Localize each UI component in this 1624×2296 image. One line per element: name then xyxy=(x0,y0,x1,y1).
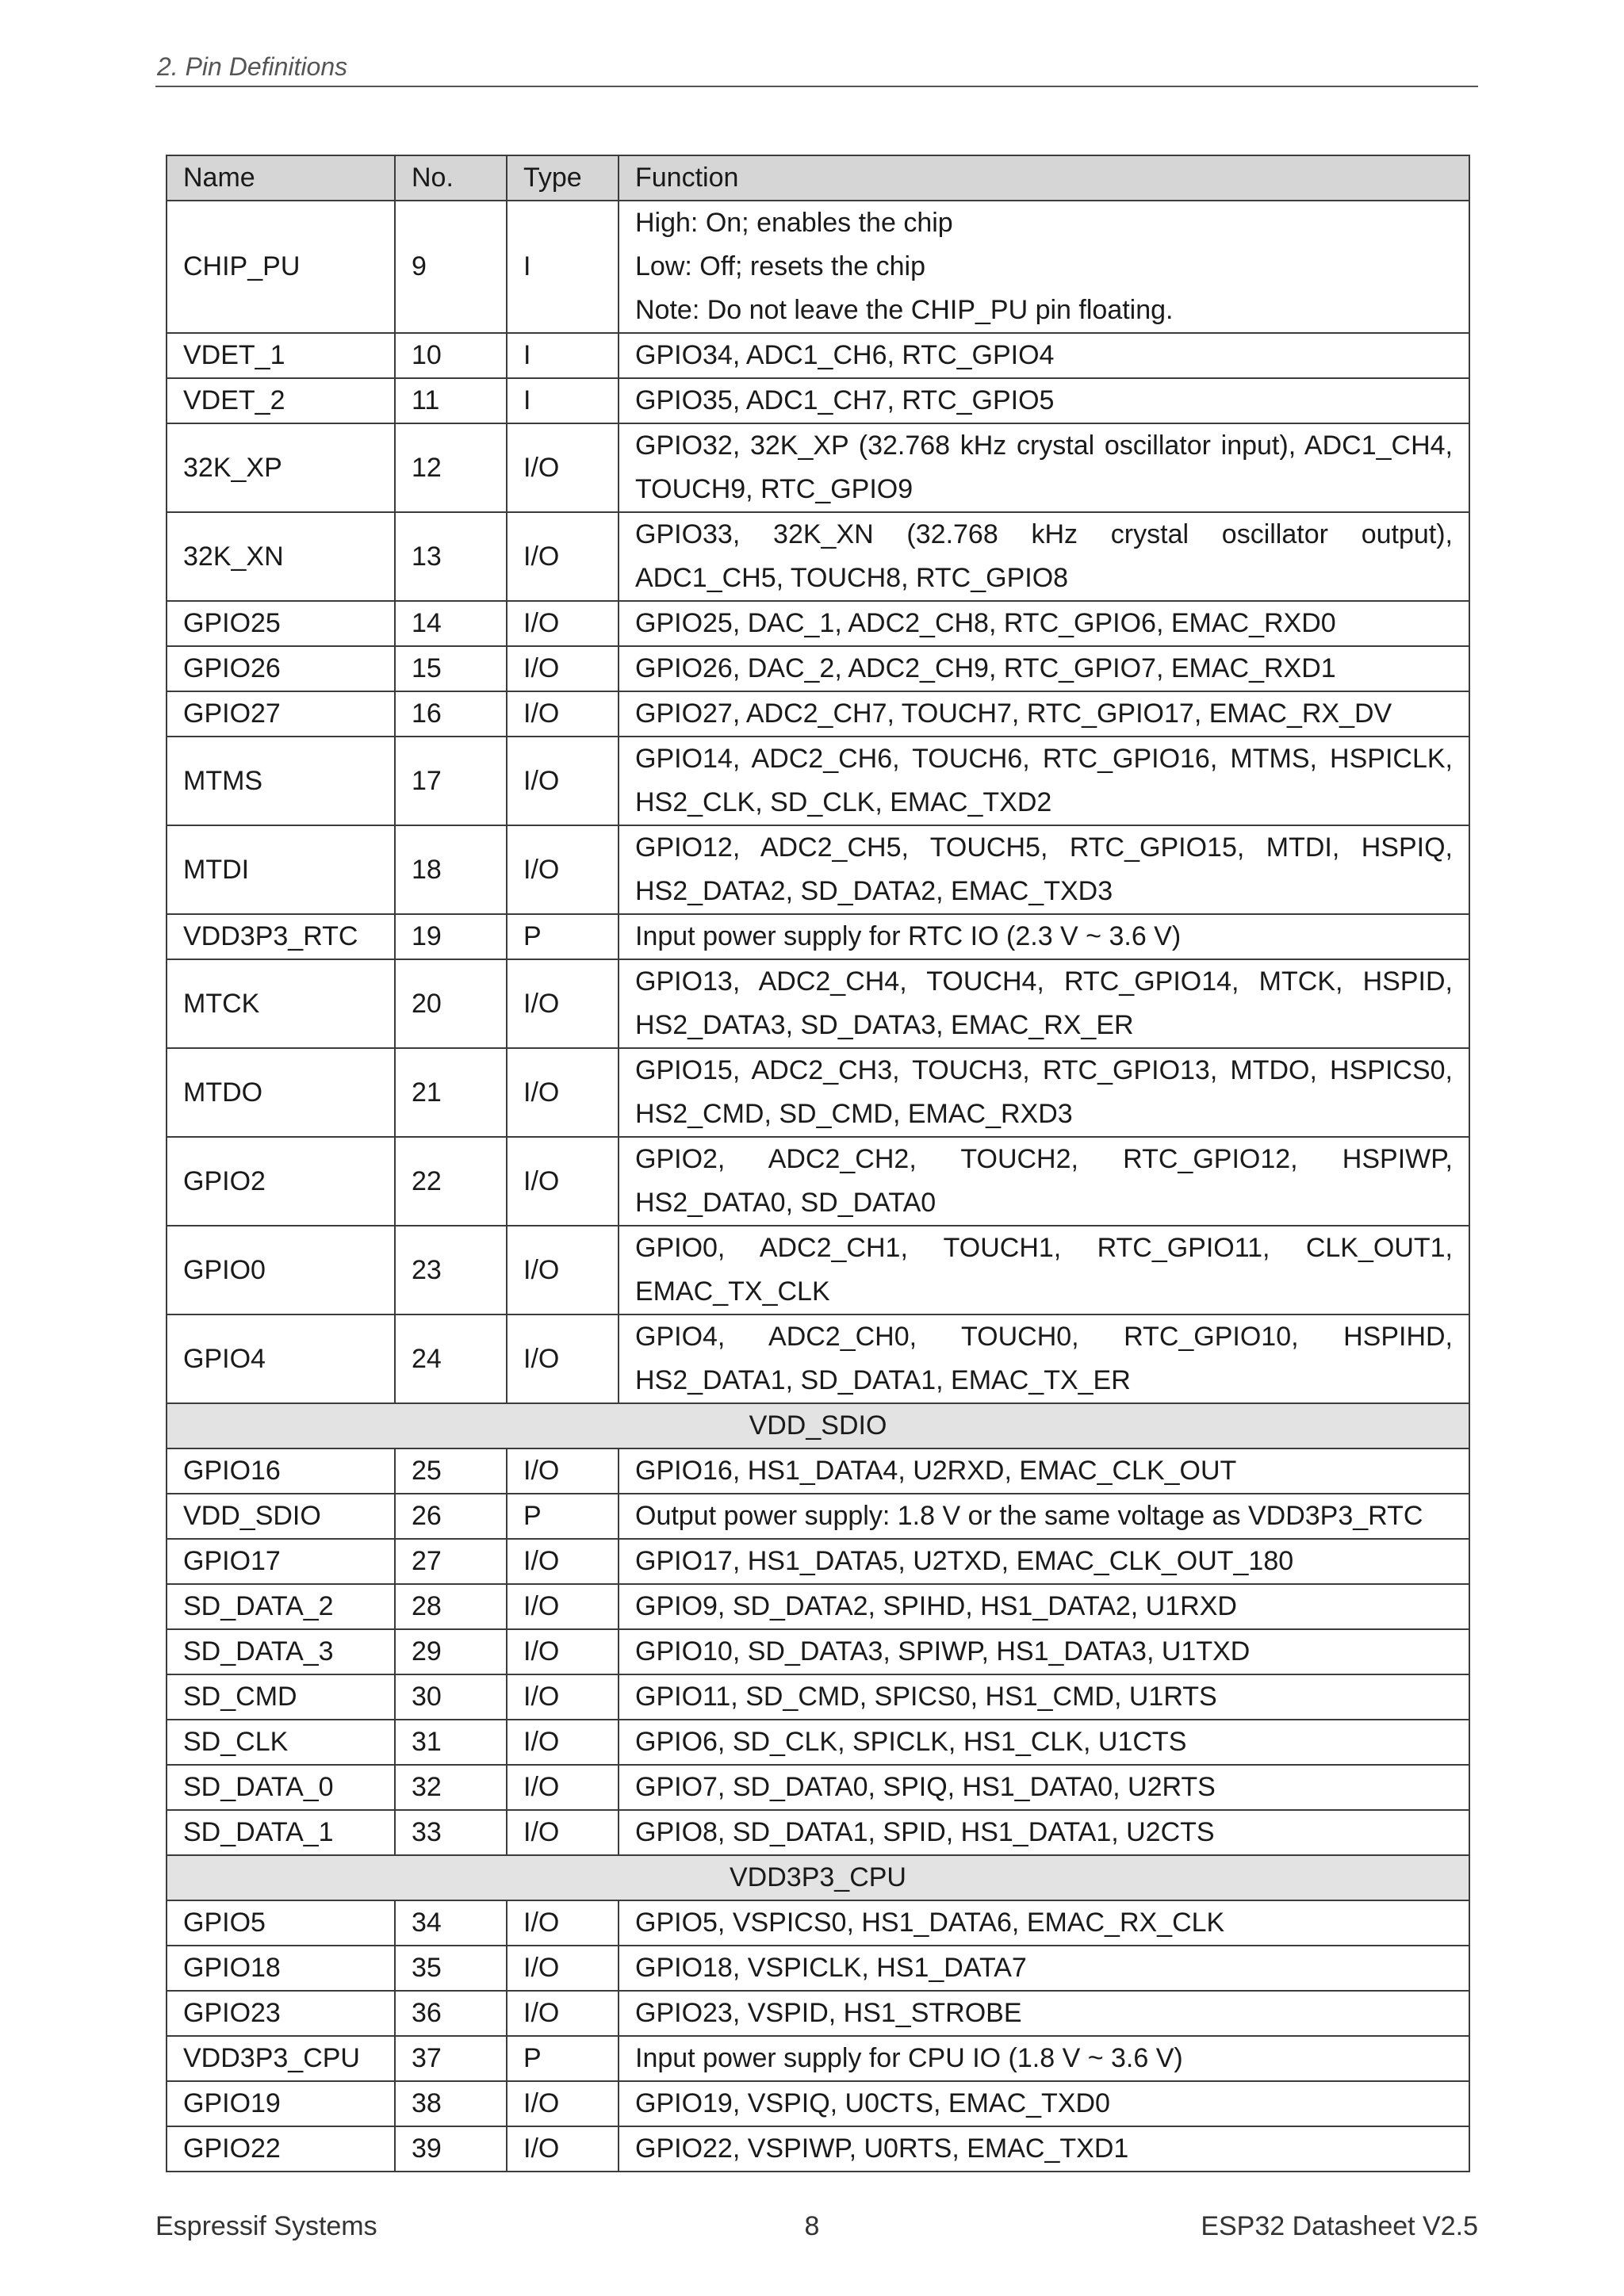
pin-number-cell: 38 xyxy=(395,2081,507,2126)
pin-type-cell: I xyxy=(507,201,619,333)
pin-number-cell: 26 xyxy=(395,1494,507,1539)
pin-function-cell xyxy=(619,2126,1469,2172)
function-line: GPIO35, ADC1_CH7, RTC_GPIO5 xyxy=(635,385,1055,415)
function-line: GPIO9, SD_DATA2, SPIHD, HS1_DATA2, U1RXD xyxy=(635,1591,1237,1621)
function-line: Low: Off; resets the chip xyxy=(635,251,925,281)
function-line: GPIO27, ADC2_CH7, TOUCH7, RTC_GPIO17, EMAC_RX_DV xyxy=(635,698,1392,729)
column-header-name: Name xyxy=(167,155,395,201)
pin-number-cell: 22 xyxy=(395,1137,507,1226)
pin-type-cell: I/O xyxy=(507,2126,619,2172)
pin-name-cell: 32K_XP xyxy=(167,423,395,512)
function-line: GPIO18, VSPICLK, HS1_DATA7 xyxy=(635,1953,1027,1983)
function-line: GPIO0, ADC2_CH1, TOUCH1, RTC_GPIO11, CLK_OUT1, EMAC_TX_CLK xyxy=(635,1233,1453,1307)
running-header: 2. Pin Definitions xyxy=(157,52,348,81)
function-line: GPIO7, SD_DATA0, SPIQ, HS1_DATA0, U2RTS xyxy=(635,1772,1216,1802)
pin-number-cell: 35 xyxy=(395,1946,507,1991)
table-body xyxy=(167,201,1469,2172)
pin-function-cell xyxy=(619,1991,1469,2036)
pin-name-cell: SD_DATA_2 xyxy=(167,1584,395,1629)
function-line: GPIO32, 32K_XP (32.768 kHz crystal oscillator input), ADC1_CH4, TOUCH9, RTC_GPIO9 xyxy=(635,430,1453,504)
pin-function-cell xyxy=(619,512,1469,601)
pin-type-cell: I/O xyxy=(507,1810,619,1855)
table-row xyxy=(167,1494,1469,1539)
function-line: GPIO16, HS1_DATA4, U2RXD, EMAC_CLK_OUT xyxy=(635,1456,1237,1486)
table-row xyxy=(167,1720,1469,1765)
pin-type-cell: I/O xyxy=(507,1629,619,1674)
table-row xyxy=(167,646,1469,691)
table-row xyxy=(167,825,1469,914)
section-label: VDD_SDIO xyxy=(167,1403,1469,1448)
pin-number-cell: 13 xyxy=(395,512,507,601)
pin-function-cell xyxy=(619,1765,1469,1810)
pin-type-cell: I/O xyxy=(507,1765,619,1810)
pin-type-cell: I/O xyxy=(507,1448,619,1494)
pin-name-cell: CHIP_PU xyxy=(167,201,395,333)
pin-type-cell: I/O xyxy=(507,2081,619,2126)
function-line: GPIO15, ADC2_CH3, TOUCH3, RTC_GPIO13, MTDO, HSPICS0, HS2_CMD, SD_CMD, EMAC_RXD3 xyxy=(635,1055,1453,1129)
table-row xyxy=(167,2126,1469,2172)
function-line: Input power supply for CPU IO (1.8 V ~ 3.6 V) xyxy=(635,2043,1183,2073)
pin-number-cell: 29 xyxy=(395,1629,507,1674)
pin-name-cell: SD_CLK xyxy=(167,1720,395,1765)
footer-document-title: ESP32 Datasheet V2.5 xyxy=(1201,2211,1478,2241)
column-header-no: No. xyxy=(395,155,507,201)
table-header xyxy=(167,155,1469,201)
table-row xyxy=(167,333,1469,378)
pin-function-cell xyxy=(619,1226,1469,1314)
pin-function-cell xyxy=(619,333,1469,378)
pin-type-cell: I/O xyxy=(507,1584,619,1629)
pin-function-cell xyxy=(619,646,1469,691)
pin-name-cell: GPIO18 xyxy=(167,1946,395,1991)
function-line: GPIO10, SD_DATA3, SPIWP, HS1_DATA3, U1TXD xyxy=(635,1636,1251,1667)
function-line: High: On; enables the chip xyxy=(635,208,953,238)
table-row xyxy=(167,1900,1469,1946)
table-row xyxy=(167,1137,1469,1226)
pin-function-cell xyxy=(619,1314,1469,1403)
pin-name-cell: VDET_1 xyxy=(167,333,395,378)
function-line: GPIO14, ADC2_CH6, TOUCH6, RTC_GPIO16, MTMS, HSPICLK, HS2_CLK, SD_CLK, EMAC_TXD2 xyxy=(635,744,1453,817)
table-row xyxy=(167,1048,1469,1137)
pin-function-cell xyxy=(619,1674,1469,1720)
pin-function-cell xyxy=(619,1137,1469,1226)
pin-type-cell: P xyxy=(507,2036,619,2081)
column-header-function: Function xyxy=(619,155,1469,201)
pin-function-cell xyxy=(619,959,1469,1048)
pin-name-cell: GPIO16 xyxy=(167,1448,395,1494)
pin-name-cell: GPIO26 xyxy=(167,646,395,691)
pin-name-cell: GPIO5 xyxy=(167,1900,395,1946)
pin-name-cell: VDD3P3_RTC xyxy=(167,914,395,959)
pin-type-cell: I/O xyxy=(507,646,619,691)
pin-number-cell: 20 xyxy=(395,959,507,1048)
pin-type-cell: P xyxy=(507,1494,619,1539)
function-line: GPIO6, SD_CLK, SPICLK, HS1_CLK, U1CTS xyxy=(635,1727,1187,1757)
table-row xyxy=(167,601,1469,646)
pin-type-cell: I/O xyxy=(507,959,619,1048)
table-row xyxy=(167,1946,1469,1991)
pin-type-cell: I/O xyxy=(507,1946,619,1991)
pin-name-cell: GPIO25 xyxy=(167,601,395,646)
pin-name-cell: SD_CMD xyxy=(167,1674,395,1720)
table-row xyxy=(167,2036,1469,2081)
function-line: Output power supply: 1.8 V or the same voltage as VDD3P3_RTC xyxy=(635,1501,1423,1531)
pin-function-cell xyxy=(619,691,1469,737)
table-row xyxy=(167,1584,1469,1629)
pin-number-cell: 28 xyxy=(395,1584,507,1629)
pin-type-cell: I xyxy=(507,378,619,423)
table-row xyxy=(167,737,1469,825)
pin-function-cell xyxy=(619,601,1469,646)
header-row xyxy=(167,155,1469,201)
function-line: GPIO2, ADC2_CH2, TOUCH2, RTC_GPIO12, HSPIWP, HS2_DATA0, SD_DATA0 xyxy=(635,1144,1453,1218)
table-row xyxy=(167,1314,1469,1403)
pin-function-cell xyxy=(619,1720,1469,1765)
pin-number-cell: 23 xyxy=(395,1226,507,1314)
pin-number-cell: 34 xyxy=(395,1900,507,1946)
pin-function-cell xyxy=(619,1946,1469,1991)
pin-type-cell: I/O xyxy=(507,423,619,512)
pin-name-cell: SD_DATA_0 xyxy=(167,1765,395,1810)
table-row xyxy=(167,201,1469,333)
pin-function-cell xyxy=(619,2081,1469,2126)
pin-function-cell xyxy=(619,1494,1469,1539)
table-row xyxy=(167,1991,1469,2036)
pin-function-cell xyxy=(619,825,1469,914)
pin-number-cell: 27 xyxy=(395,1539,507,1584)
pin-number-cell: 12 xyxy=(395,423,507,512)
function-line: GPIO26, DAC_2, ADC2_CH9, RTC_GPIO7, EMAC_RXD1 xyxy=(635,653,1336,683)
pin-name-cell: GPIO17 xyxy=(167,1539,395,1584)
table-row xyxy=(167,2081,1469,2126)
function-line: GPIO22, VSPIWP, U0RTS, EMAC_TXD1 xyxy=(635,2133,1129,2164)
pin-number-cell: 10 xyxy=(395,333,507,378)
pin-function-cell xyxy=(619,914,1469,959)
table-row xyxy=(167,1448,1469,1494)
pin-name-cell: MTDI xyxy=(167,825,395,914)
pin-name-cell: SD_DATA_1 xyxy=(167,1810,395,1855)
pin-function-cell xyxy=(619,737,1469,825)
pin-name-cell: GPIO2 xyxy=(167,1137,395,1226)
pin-function-cell xyxy=(619,1048,1469,1137)
pin-type-cell: I/O xyxy=(507,1991,619,2036)
pin-name-cell: MTCK xyxy=(167,959,395,1048)
pin-type-cell: I/O xyxy=(507,512,619,601)
function-line: GPIO25, DAC_1, ADC2_CH8, RTC_GPIO6, EMAC_RXD0 xyxy=(635,608,1336,638)
pin-name-cell: 32K_XN xyxy=(167,512,395,601)
pin-name-cell: VDD_SDIO xyxy=(167,1494,395,1539)
pin-name-cell: SD_DATA_3 xyxy=(167,1629,395,1674)
table-row xyxy=(167,1674,1469,1720)
table-row xyxy=(167,1226,1469,1314)
function-line: GPIO8, SD_DATA1, SPID, HS1_DATA1, U2CTS xyxy=(635,1817,1215,1847)
pin-name-cell: VDET_2 xyxy=(167,378,395,423)
pin-function-cell xyxy=(619,1900,1469,1946)
pin-type-cell: I/O xyxy=(507,1539,619,1584)
table-row xyxy=(167,1810,1469,1855)
pin-type-cell: I/O xyxy=(507,1674,619,1720)
pin-number-cell: 16 xyxy=(395,691,507,737)
table-row xyxy=(167,691,1469,737)
pin-type-cell: I/O xyxy=(507,825,619,914)
function-line: GPIO23, VSPID, HS1_STROBE xyxy=(635,1998,1022,2028)
table-row xyxy=(167,1765,1469,1810)
pin-function-cell xyxy=(619,1539,1469,1584)
function-line: Note: Do not leave the CHIP_PU pin floating. xyxy=(635,295,1174,325)
pin-function-cell xyxy=(619,1584,1469,1629)
pin-function-cell xyxy=(619,378,1469,423)
function-line: GPIO4, ADC2_CH0, TOUCH0, RTC_GPIO10, HSPIHD, HS2_DATA1, SD_DATA1, EMAC_TX_ER xyxy=(635,1322,1453,1395)
pin-number-cell: 11 xyxy=(395,378,507,423)
function-line: GPIO11, SD_CMD, SPICS0, HS1_CMD, U1RTS xyxy=(635,1682,1217,1712)
table-row xyxy=(167,378,1469,423)
footer-page-number: 8 xyxy=(804,2211,820,2241)
table-row xyxy=(167,914,1469,959)
pin-function-cell xyxy=(619,423,1469,512)
table-row xyxy=(167,512,1469,601)
pin-number-cell: 36 xyxy=(395,1991,507,2036)
pin-type-cell: I/O xyxy=(507,1137,619,1226)
footer-company: Espressif Systems xyxy=(155,2211,377,2241)
function-line: Input power supply for RTC IO (2.3 V ~ 3.6 V) xyxy=(635,921,1182,951)
pin-name-cell: MTMS xyxy=(167,737,395,825)
function-line: GPIO33, 32K_XN (32.768 kHz crystal oscillator output), ADC1_CH5, TOUCH8, RTC_GPIO8 xyxy=(635,519,1453,593)
pin-function-cell xyxy=(619,201,1469,333)
function-line: GPIO19, VSPIQ, U0CTS, EMAC_TXD0 xyxy=(635,2088,1110,2118)
pin-type-cell: I/O xyxy=(507,1900,619,1946)
pin-type-cell: I/O xyxy=(507,601,619,646)
pin-number-cell: 17 xyxy=(395,737,507,825)
pin-number-cell: 33 xyxy=(395,1810,507,1855)
table-row xyxy=(167,1539,1469,1584)
pin-type-cell: I/O xyxy=(507,691,619,737)
function-line: GPIO13, ADC2_CH4, TOUCH4, RTC_GPIO14, MTCK, HSPID, HS2_DATA3, SD_DATA3, EMAC_RX_ER xyxy=(635,966,1453,1040)
section-row xyxy=(167,1855,1469,1900)
column-header-type: Type xyxy=(507,155,619,201)
pin-type-cell: I/O xyxy=(507,1314,619,1403)
pin-definitions-table xyxy=(166,155,1470,2172)
pin-number-cell: 21 xyxy=(395,1048,507,1137)
pin-function-cell xyxy=(619,1448,1469,1494)
pin-name-cell: GPIO19 xyxy=(167,2081,395,2126)
pin-function-cell xyxy=(619,1810,1469,1855)
pin-number-cell: 32 xyxy=(395,1765,507,1810)
pin-function-cell xyxy=(619,2036,1469,2081)
pin-number-cell: 18 xyxy=(395,825,507,914)
section-row xyxy=(167,1403,1469,1448)
pin-name-cell: MTDO xyxy=(167,1048,395,1137)
section-label: VDD3P3_CPU xyxy=(167,1855,1469,1900)
header-rule xyxy=(155,86,1478,87)
pin-number-cell: 9 xyxy=(395,201,507,333)
pin-type-cell: I xyxy=(507,333,619,378)
function-line: GPIO17, HS1_DATA5, U2TXD, EMAC_CLK_OUT_180 xyxy=(635,1546,1294,1576)
pin-name-cell: GPIO27 xyxy=(167,691,395,737)
pin-number-cell: 37 xyxy=(395,2036,507,2081)
pin-number-cell: 31 xyxy=(395,1720,507,1765)
pin-name-cell: GPIO23 xyxy=(167,1991,395,2036)
pin-number-cell: 39 xyxy=(395,2126,507,2172)
pin-type-cell: I/O xyxy=(507,737,619,825)
pin-name-cell: GPIO22 xyxy=(167,2126,395,2172)
table-row xyxy=(167,959,1469,1048)
pin-name-cell: GPIO4 xyxy=(167,1314,395,1403)
pin-number-cell: 25 xyxy=(395,1448,507,1494)
pin-name-cell: VDD3P3_CPU xyxy=(167,2036,395,2081)
pin-number-cell: 24 xyxy=(395,1314,507,1403)
pin-number-cell: 14 xyxy=(395,601,507,646)
function-line: GPIO5, VSPICS0, HS1_DATA6, EMAC_RX_CLK xyxy=(635,1908,1225,1938)
table-row xyxy=(167,1629,1469,1674)
pin-number-cell: 19 xyxy=(395,914,507,959)
pin-number-cell: 15 xyxy=(395,646,507,691)
function-line: GPIO12, ADC2_CH5, TOUCH5, RTC_GPIO15, MTDI, HSPIQ, HS2_DATA2, SD_DATA2, EMAC_TXD3 xyxy=(635,832,1453,906)
pin-type-cell: I/O xyxy=(507,1226,619,1314)
pin-number-cell: 30 xyxy=(395,1674,507,1720)
table-row xyxy=(167,423,1469,512)
pin-type-cell: I/O xyxy=(507,1720,619,1765)
pin-name-cell: GPIO0 xyxy=(167,1226,395,1314)
pin-type-cell: P xyxy=(507,914,619,959)
pin-function-cell xyxy=(619,1629,1469,1674)
pin-type-cell: I/O xyxy=(507,1048,619,1137)
function-line: GPIO34, ADC1_CH6, RTC_GPIO4 xyxy=(635,340,1055,370)
